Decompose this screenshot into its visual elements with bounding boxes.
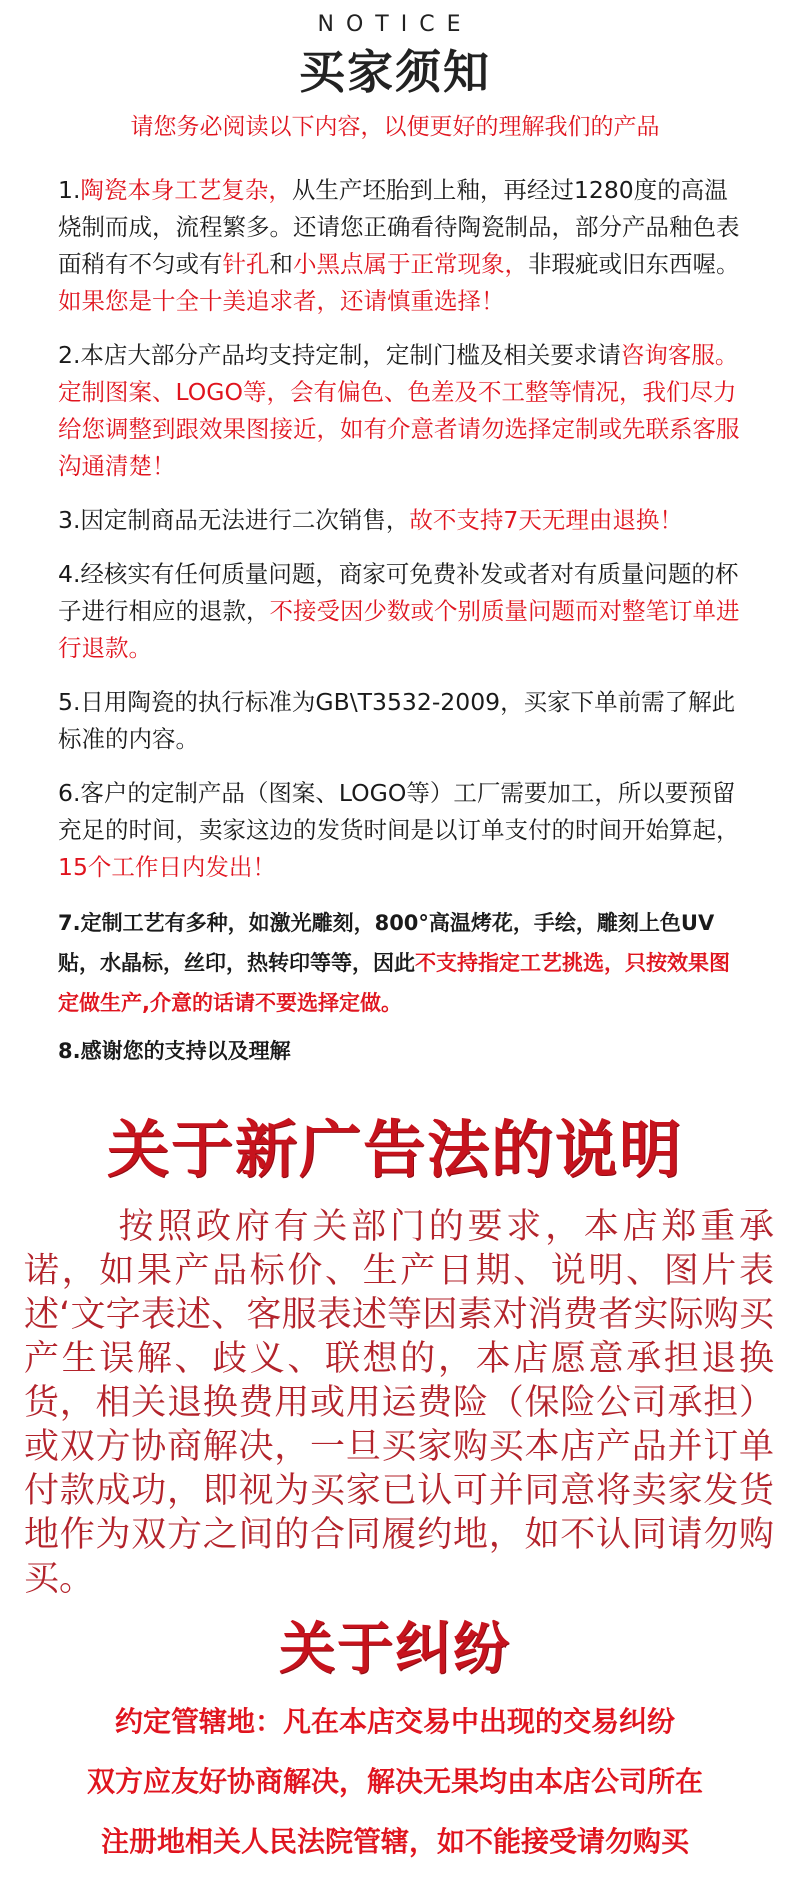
notice-subtitle: 请您务必阅读以下内容，以便更好的理解我们的产品 — [130, 114, 660, 140]
dispute-body — [0, 1692, 790, 1872]
body-text: 3.因定制商品无法进行二次销售， — [58, 506, 410, 534]
notice-item-3 — [58, 502, 748, 539]
highlight-text: 不接受因少数或个别质量问题而对整笔订单进行退款。 — [58, 597, 740, 662]
highlight-text: 陶瓷本身工艺复杂， — [80, 176, 292, 204]
highlight-text: 不支持指定工艺挑选，只按效果图定做生产,介意的话请不要选择定做。 — [58, 951, 730, 1015]
highlight-text: 故不支持7天无理由退换！ — [409, 506, 683, 534]
dispute-line: 注册地相关人民法院管辖，如不能接受请勿购买 — [100, 1825, 689, 1858]
body-text: 6.客户的定制产品（图案、LOGO等）工厂需要加工，所以要预留充足的时间，卖家这边的发货时间是以订单支付的时间开始算起， — [58, 779, 740, 844]
body-text: 7.定制工艺有多种，如激光雕刻，800°高温烤花，手绘，雕刻上色UV贴，水晶标，丝印，热转印等等，因此 — [58, 911, 715, 975]
highlight-text: 针孔 — [222, 250, 270, 278]
highlight-text: 如果您是十全十美追求者，还请慎重选择！ — [58, 287, 505, 315]
body-text: 非瑕疵或旧东西喔。 — [528, 250, 740, 278]
dispute-line: 约定管辖地：凡在本店交易中出现的交易纠纷 — [114, 1705, 675, 1738]
dispute-line: 双方应友好协商解决，解决无果均由本店公司所在 — [86, 1765, 703, 1798]
highlight-text: 15个工作日内发出！ — [58, 853, 276, 881]
notice-item-5 — [58, 684, 748, 758]
body-text: 1. — [58, 176, 81, 204]
notice-item-7 — [58, 903, 748, 1023]
notice-list — [58, 172, 748, 1079]
notice-item-4 — [58, 556, 748, 667]
highlight-text: 小黑点属于正常现象， — [293, 250, 528, 278]
notice-item-6 — [58, 775, 748, 886]
body-text: 从生产坯胎到上釉，再经过1280度的高温烧制而成，流程繁多。还请您正确看待陶瓷制品，部分产品釉色表面稍有不匀或有 — [58, 176, 740, 278]
body-text: 4.经核实有任何质量问题，商家可免费补发或者对有质量问题的杯子进行相应的退款， — [58, 560, 739, 625]
body-text: 5.日用陶瓷的执行标准为GB\T3532-2009，买家下单前需了解此标准的内容。 — [58, 688, 736, 753]
highlight-text: 咨询客服。定制图案、LOGO等，会有偏色、色差及不工整等情况，我们尽力给您调整到跟效果图接近，如有介意者请勿选择定制或先联系客服沟通清楚！ — [58, 341, 740, 480]
ad-law-body: 按照政府有关部门的要求，本店郑重承诺，如果产品标价、生产日期、说明、图片表述‘文字表述、客服表述等因素对消费者实际购买产生误解、歧义、联想的，本店愿意承担退换货，相关退换费用或用运费险（保险公司承担）或双方协商解决，一旦买家购买本店产品并订单付款成功，即视为买家已认可并同意将卖家发货地作为双方之间的合同履约地，如不认同请勿购买。 — [24, 1207, 774, 1599]
body-text: 8.感谢您的支持以及理解 — [58, 1039, 291, 1063]
notice-item-1 — [58, 172, 748, 320]
body-text: 2.本店大部分产品均支持定制，定制门槛及相关要求请 — [58, 341, 621, 369]
body-text: 和 — [269, 250, 293, 278]
notice-title-cn: 买家须知 — [299, 45, 491, 99]
ad-law-title: 关于新广告法的说明 — [106, 1113, 683, 1186]
dispute-title: 关于纠纷 — [279, 1617, 511, 1682]
notice-item-8 — [58, 1031, 748, 1071]
notice-item-2 — [58, 337, 748, 485]
notice-title-en: NOTICE — [317, 12, 473, 37]
